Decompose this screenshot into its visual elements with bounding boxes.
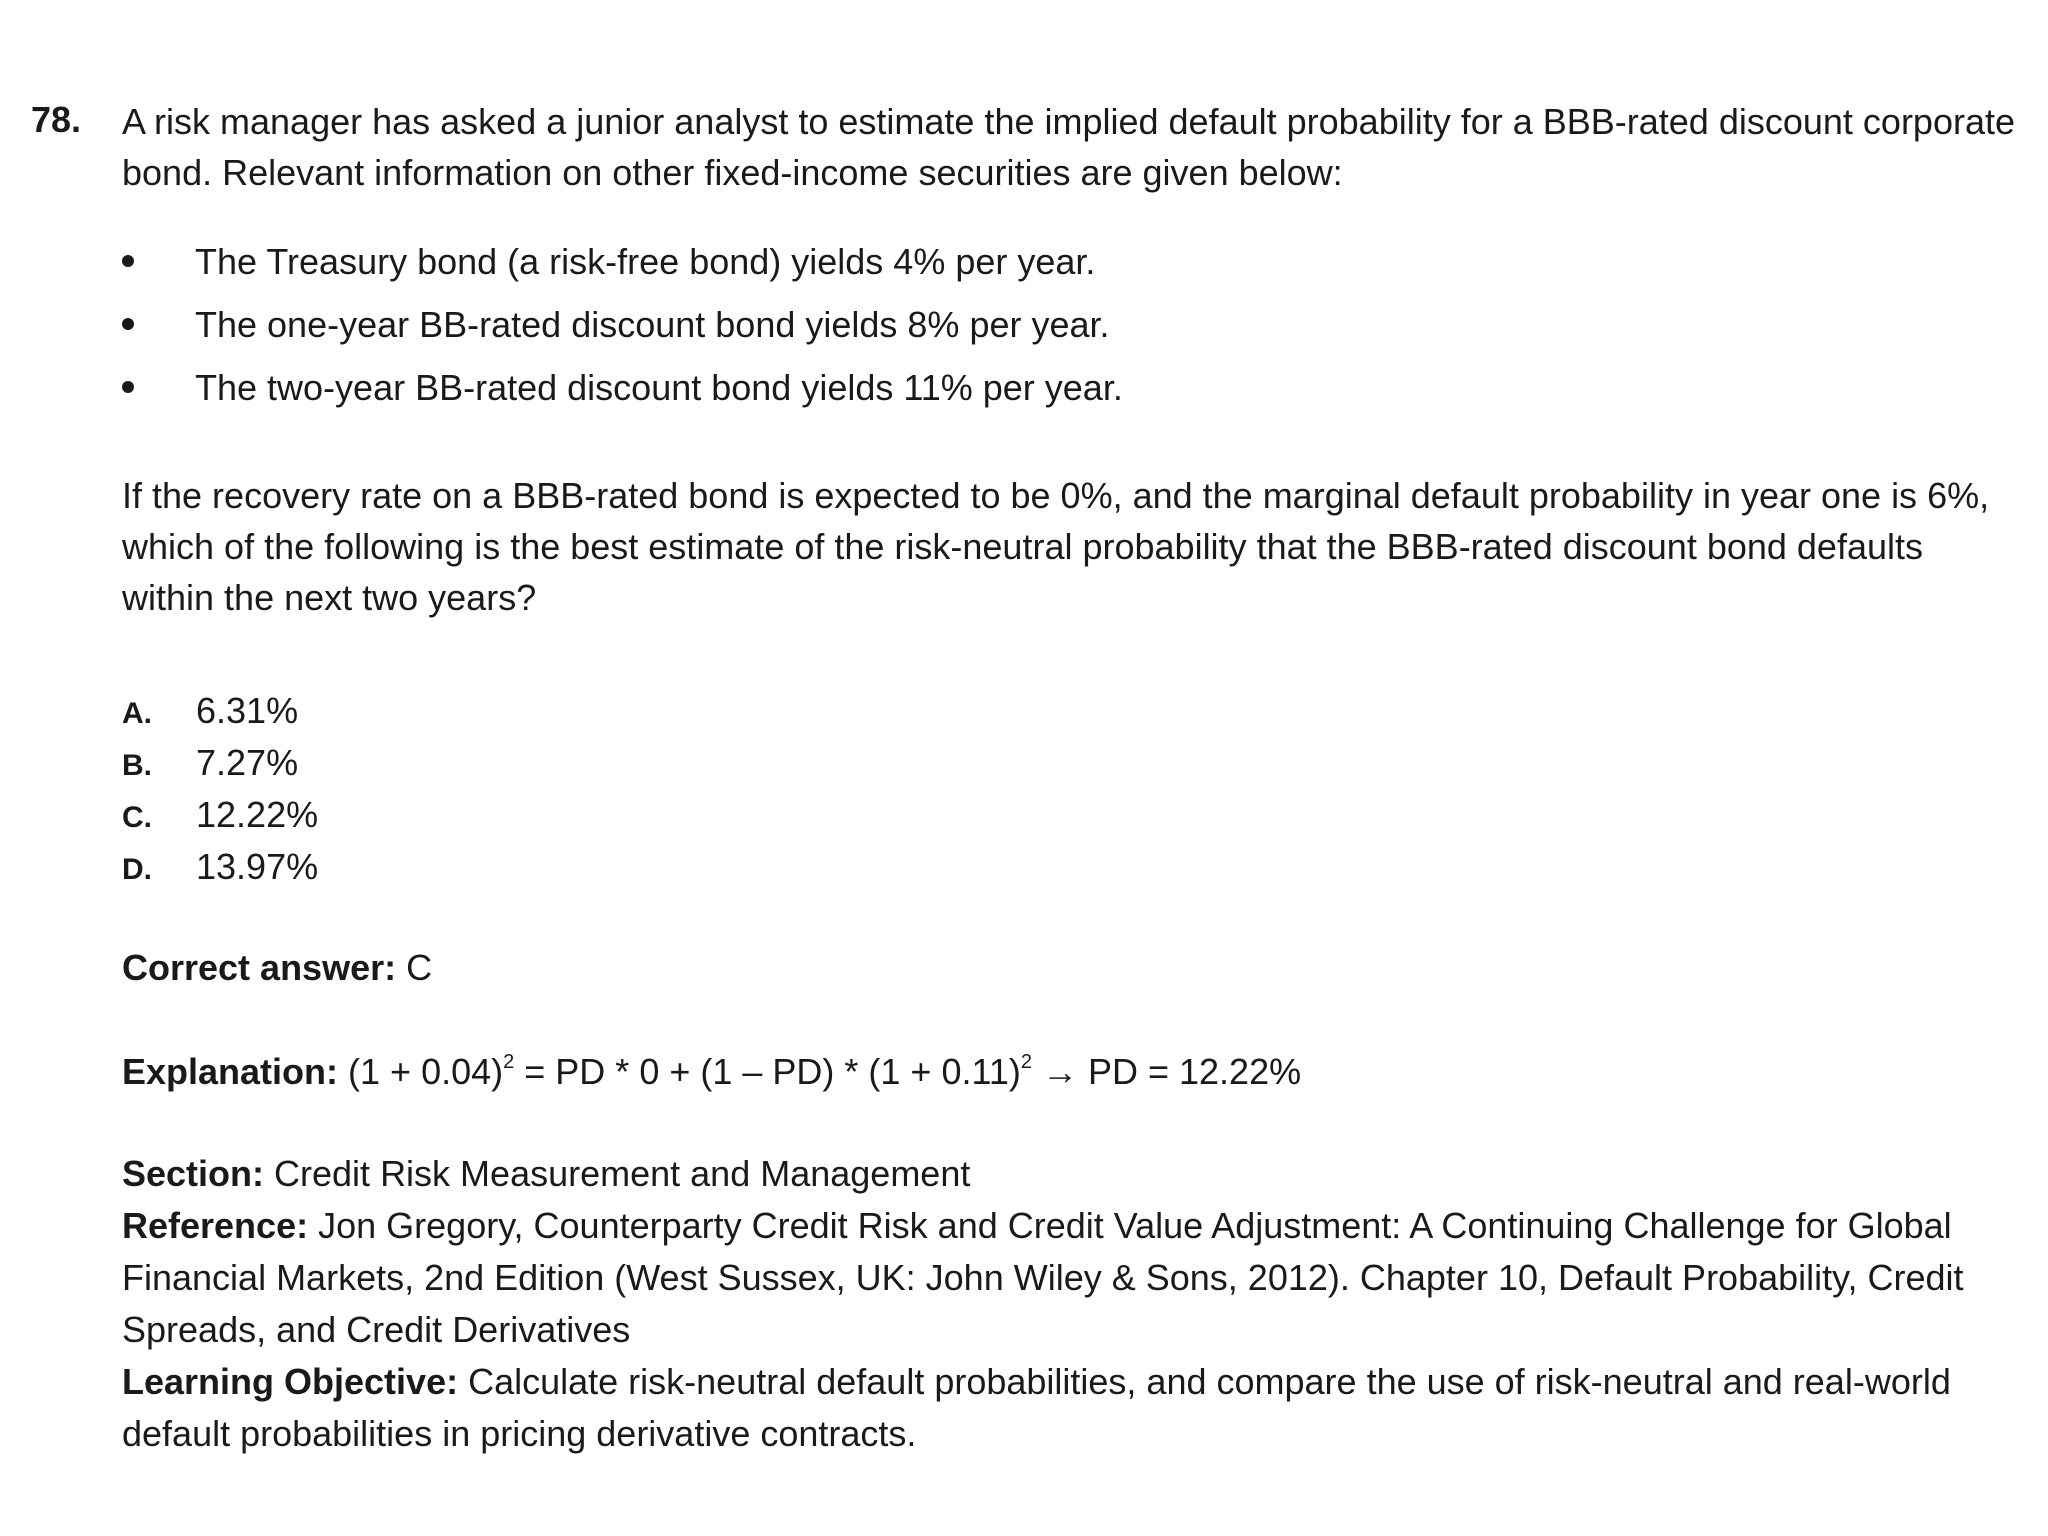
option-text: 12.22% (196, 794, 319, 835)
question-stem: A risk manager has asked a junior analyst to estimate the implied default probability for a BBB-rated discount corporate bond. Relevant information on other fixed-income securities are given below: (122, 101, 2016, 193)
correct-answer (122, 942, 2022, 994)
option-b (122, 737, 318, 789)
list-item (122, 293, 1123, 356)
bullet-text: The one-year BB-rated discount bond yields 8% per year. (195, 304, 1110, 345)
section-label: Section: (122, 1153, 265, 1194)
given-info-list (122, 230, 1123, 419)
section-value: Credit Risk Measurement and Management (274, 1153, 971, 1194)
explanation (122, 1046, 2022, 1098)
exponent: 2 (503, 1051, 515, 1073)
explanation-formula (348, 1051, 1301, 1092)
learning-objective-line (122, 1356, 2022, 1460)
bullet-text: The Treasury bond (a risk-free bond) yields 4% per year. (195, 241, 1096, 282)
section-line (122, 1148, 2022, 1200)
option-text: 7.27% (196, 742, 299, 783)
formula-part: (1 + 0.04) (348, 1051, 504, 1092)
answer-options (122, 685, 318, 893)
bullet-text: The two-year BB-rated discount bond yields 11% per year. (195, 367, 1123, 408)
explanation-label: Explanation: (122, 1051, 339, 1092)
question-body: If the recovery rate on a BBB-rated bond is expected to be 0%, and the marginal default probability in year one is 6%, which of the following is the best estimate of the risk-neutral probability that the BBB-rated discount bond defaults within the next two years? (122, 475, 1990, 618)
bullet-icon (122, 318, 134, 330)
learning-objective-value: Calculate risk-neutral default probabilities, and compare the use of risk-neutral and real-world default probabilities in pricing derivative contracts. (122, 1361, 1951, 1454)
option-d (122, 841, 318, 893)
reference-value: Jon Gregory, Counterparty Credit Risk and Credit Value Adjustment: A Continuing Challenge for Global Financial Markets, 2nd Edition (West Sussex, UK: John Wiley & Sons, 2012). Chapter 10, Default Probability, Credit Spreads, and Credit Derivatives (122, 1205, 1964, 1350)
option-text: 6.31% (196, 690, 299, 731)
correct-answer-value: C (406, 947, 433, 988)
exponent: 2 (1020, 1051, 1032, 1073)
reference-line (122, 1200, 2022, 1356)
bullet-icon (122, 255, 134, 267)
option-letter: C. (122, 801, 152, 834)
reference-label: Reference: (122, 1205, 309, 1246)
formula-part: → PD = 12.22% (1031, 1051, 1302, 1092)
option-letter: B. (122, 749, 152, 782)
option-c (122, 789, 318, 841)
list-item (122, 230, 1123, 293)
correct-answer-label: Correct answer: (122, 947, 397, 988)
option-letter: D. (122, 853, 152, 886)
option-a (122, 685, 318, 737)
question-number: 78. (31, 99, 82, 140)
option-text: 13.97% (196, 846, 319, 887)
bullet-icon (122, 381, 134, 393)
list-item (122, 356, 1123, 419)
question-metadata (122, 1148, 2022, 1460)
learning-objective-label: Learning Objective: (122, 1361, 459, 1402)
option-letter: A. (122, 697, 152, 730)
formula-part: = PD * 0 + (1 – PD) * (1 + 0.11) (514, 1051, 1021, 1092)
